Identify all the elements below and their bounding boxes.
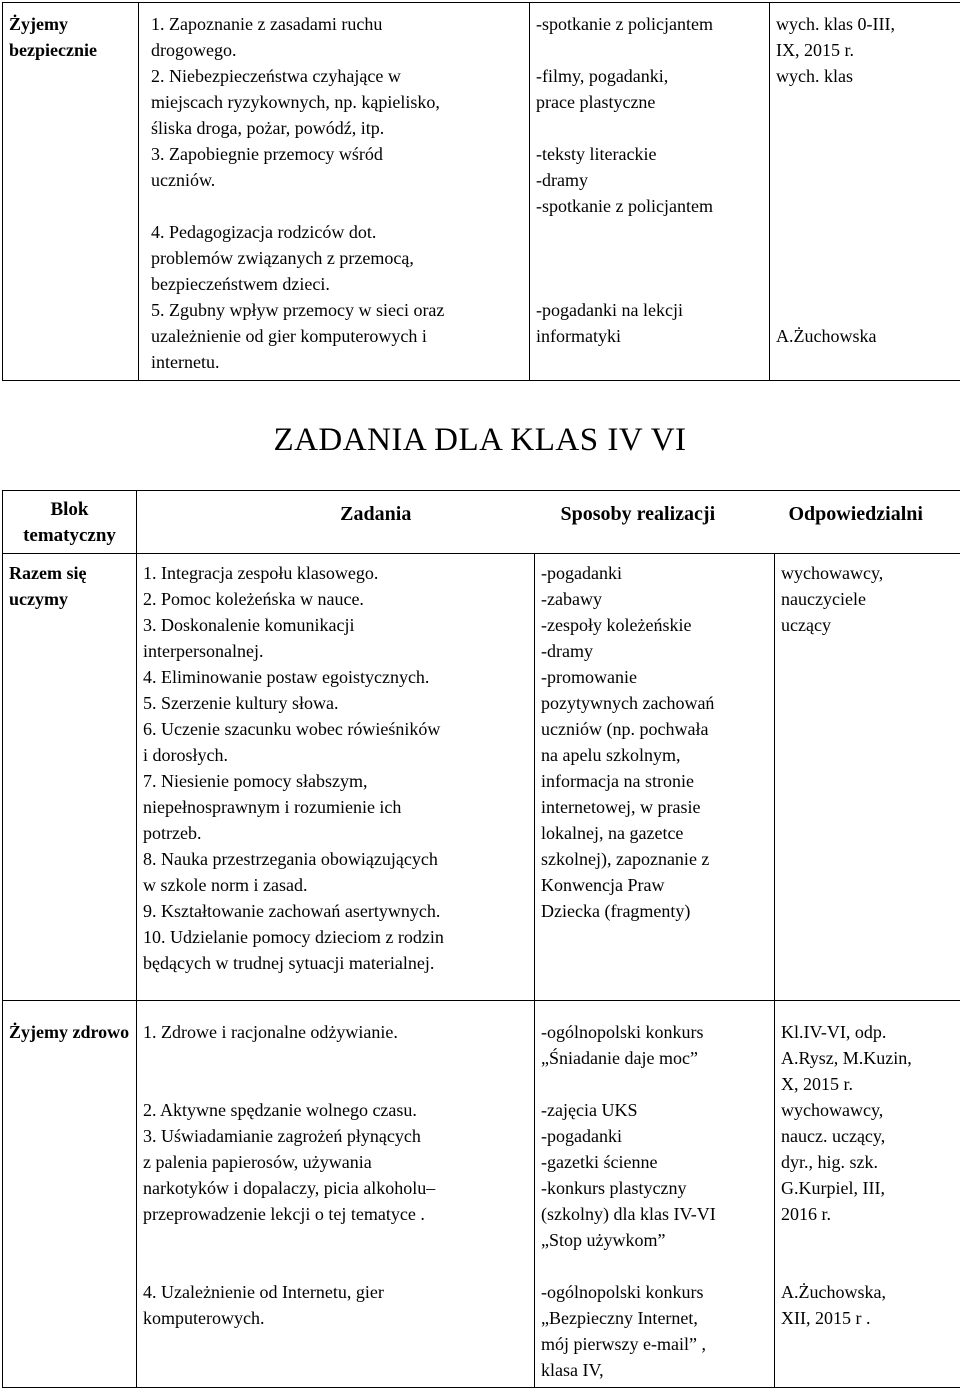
text-line: XII, 2015 r .	[781, 1308, 871, 1328]
text-line: lokalnej, na gazetce	[541, 823, 684, 843]
text-line: -dramy	[536, 170, 588, 190]
tasks-cell	[137, 1001, 535, 1388]
text-line: bezpieczeństwem dzieci.	[151, 274, 330, 294]
header-block: Blok tematyczny	[3, 491, 137, 554]
text-line: internetowej, w prasie	[541, 797, 701, 817]
text-line: -zabawy	[541, 589, 602, 609]
text-line: -pogadanki	[541, 563, 622, 583]
text-line: A.Rysz, M.Kuzin,	[781, 1048, 912, 1068]
tasks-cell	[137, 554, 535, 1001]
text-line: Kl.IV-VI, odp.	[781, 1022, 887, 1042]
block-cell: Żyjemy zdrowo	[3, 1001, 137, 1388]
text-line	[776, 297, 954, 323]
text-line	[143, 1253, 528, 1279]
text-line	[776, 115, 954, 141]
text-line	[541, 1071, 768, 1097]
text-line: miejscach ryzykownych, np. kąpielisko,	[151, 92, 440, 112]
text-line: naucz. uczący,	[781, 1126, 886, 1146]
text-line	[776, 89, 954, 115]
responsible-cell	[775, 1001, 960, 1388]
text-line: dyr., hig. szk.	[781, 1152, 878, 1172]
text-line: wychowawcy,	[781, 563, 884, 583]
text-line: mój pierwszy e-mail” ,	[541, 1334, 706, 1354]
text-line: -spotkanie z policjantem	[536, 14, 713, 34]
text-line: 7. Niesienie pomocy słabszym,	[143, 771, 368, 791]
text-line: 4. Uzależnienie od Internetu, gier	[143, 1282, 384, 1302]
text-line: X, 2015 r.	[781, 1074, 853, 1094]
methods-cell	[535, 554, 775, 1001]
header-responsible: Odpowiedzialni	[775, 491, 960, 554]
text-line: z palenia papierosów, używania	[143, 1152, 372, 1172]
text-line: 1. Zdrowe i racjonalne odżywianie.	[143, 1022, 398, 1042]
text-line	[781, 1227, 954, 1253]
text-line	[143, 1071, 528, 1097]
text-line: 3. Doskonalenie komunikacji	[143, 615, 355, 635]
text-line	[776, 271, 954, 297]
text-line: uczący	[781, 615, 831, 635]
header-tasks: Zadania	[137, 491, 535, 554]
text-line: A.Żuchowska,	[781, 1282, 886, 1302]
text-line: A.Żuchowska	[776, 326, 877, 346]
text-line: na apelu szkolnym,	[541, 745, 681, 765]
section-title: ZADANIA DLA KLAS IV VI	[273, 422, 687, 458]
text-line: 2. Niebezpieczeństwa czyhające w	[151, 66, 401, 86]
text-line: -konkurs plastyczny	[541, 1178, 687, 1198]
text-line: internetu.	[151, 352, 220, 372]
text-line: narkotyków i dopalaczy, picia alkoholu–	[143, 1178, 436, 1198]
tasks-table	[2, 490, 960, 1388]
text-line: 6. Uczenie szacunku wobec rówieśników	[143, 719, 441, 739]
text-line: 3. Uświadamianie zagrożeń płynących	[143, 1126, 421, 1146]
text-line	[776, 141, 954, 167]
text-line	[541, 1253, 768, 1279]
text-line: 3. Zapobiegnie przemocy wśród	[151, 144, 383, 164]
text-line: śliska droga, pożar, powódź, itp.	[151, 118, 385, 138]
text-line: 5. Zgubny wpływ przemocy w sieci oraz	[151, 300, 445, 320]
text-line: problemów związanych z przemocą,	[151, 248, 414, 268]
text-line: 4. Eliminowanie postaw egoistycznych.	[143, 667, 430, 687]
text-line: uczniów.	[151, 170, 216, 190]
block-cell	[3, 3, 139, 381]
text-line	[781, 1253, 954, 1279]
responsible-cell	[775, 554, 960, 1001]
text-line: „Bezpieczny Internet,	[541, 1308, 698, 1328]
table-row	[3, 554, 960, 1001]
text-line: wych. klas 0-III,	[776, 14, 895, 34]
text-line: w szkole norm i zasad.	[143, 875, 308, 895]
text-line: -ogólnopolski konkurs	[541, 1022, 704, 1042]
text-line: prace plastyczne	[536, 92, 656, 112]
text-line: 2. Aktywne spędzanie wolnego czasu.	[143, 1100, 417, 1120]
text-line: nauczyciele	[781, 589, 866, 609]
text-line	[776, 193, 954, 219]
tasks-cell	[139, 3, 530, 381]
text-line: 2. Pomoc koleżeńska w nauce.	[143, 589, 364, 609]
table-row	[3, 1001, 960, 1388]
block-title: Żyjemy bezpiecznie	[9, 14, 97, 60]
text-line	[143, 1227, 528, 1253]
text-line: i dorosłych.	[143, 745, 228, 765]
text-line: drogowego.	[151, 40, 237, 60]
text-line: 9. Kształtowanie zachowań asertywnych.	[143, 901, 441, 921]
text-line: będących w trudnej sytuacji materialnej.	[143, 953, 435, 973]
text-line: IX, 2015 r.	[776, 40, 854, 60]
text-line: 1. Integracja zespołu klasowego.	[143, 563, 379, 583]
text-line	[536, 245, 763, 271]
text-line: „Śniadanie daje moc”	[541, 1048, 698, 1068]
text-line: Dziecka (fragmenty)	[541, 901, 691, 921]
header-methods: Sposoby realizacji	[535, 491, 775, 554]
text-line: -gazetki ścienne	[541, 1152, 658, 1172]
text-line: „Stop używkom”	[541, 1230, 666, 1250]
text-line	[776, 167, 954, 193]
text-line: 4. Pedagogizacja rodziców dot.	[151, 222, 377, 242]
text-line: -zajęcia UKS	[541, 1100, 638, 1120]
text-line	[536, 115, 763, 141]
text-line: 1. Zapoznanie z zasadami ruchu	[151, 14, 383, 34]
methods-cell	[530, 3, 770, 381]
text-line: klasa IV,	[541, 1360, 604, 1380]
text-line	[776, 219, 954, 245]
text-line: 8. Nauka przestrzegania obowiązujących	[143, 849, 438, 869]
block-cell: Razem się uczymy	[3, 554, 137, 1001]
text-line: niepełnosprawnym i rozumienie ich	[143, 797, 402, 817]
text-line: 2016 r.	[781, 1204, 832, 1224]
text-line: (szkolny) dla klas IV-VI	[541, 1204, 716, 1224]
text-line	[143, 1045, 528, 1071]
text-line: -pogadanki	[541, 1126, 622, 1146]
responsible-cell	[770, 3, 960, 381]
text-line: informatyki	[536, 326, 621, 346]
text-line: Konwencja Praw	[541, 875, 665, 895]
text-line: uczniów (np. pochwała	[541, 719, 709, 739]
text-line: komputerowych.	[143, 1308, 265, 1328]
text-line: -dramy	[541, 641, 593, 661]
text-line: przeprowadzenie lekcji o tej tematyce .	[143, 1204, 425, 1224]
text-line: szkolnej), zapoznanie z	[541, 849, 710, 869]
text-line	[776, 245, 954, 271]
table-row	[3, 3, 960, 381]
text-line: pozytywnych zachowań	[541, 693, 715, 713]
table-header	[3, 491, 960, 554]
text-line	[536, 271, 763, 297]
text-line: informacja na stronie	[541, 771, 694, 791]
text-line: -filmy, pogadanki,	[536, 66, 669, 86]
methods-cell	[535, 1001, 775, 1388]
text-line	[536, 37, 763, 63]
text-line: -pogadanki na lekcji	[536, 300, 683, 320]
text-line: -ogólnopolski konkurs	[541, 1282, 704, 1302]
text-line: wych. klas	[776, 66, 853, 86]
text-line: interpersonalnej.	[143, 641, 264, 661]
text-line: wychowawcy,	[781, 1100, 884, 1120]
text-line	[536, 219, 763, 245]
top-table	[2, 2, 960, 381]
text-line: potrzeb.	[143, 823, 202, 843]
text-line: 10. Udzielanie pomocy dzieciom z rodzin	[143, 927, 444, 947]
text-line: -spotkanie z policjantem	[536, 196, 713, 216]
text-line	[151, 193, 523, 219]
text-line: G.Kurpiel, III,	[781, 1178, 885, 1198]
text-line: 5. Szerzenie kultury słowa.	[143, 693, 339, 713]
text-line: -teksty literackie	[536, 144, 657, 164]
text-line: -promowanie	[541, 667, 637, 687]
text-line: uzależnienie od gier komputerowych i	[151, 326, 427, 346]
text-line: -zespoły koleżeńskie	[541, 615, 692, 635]
